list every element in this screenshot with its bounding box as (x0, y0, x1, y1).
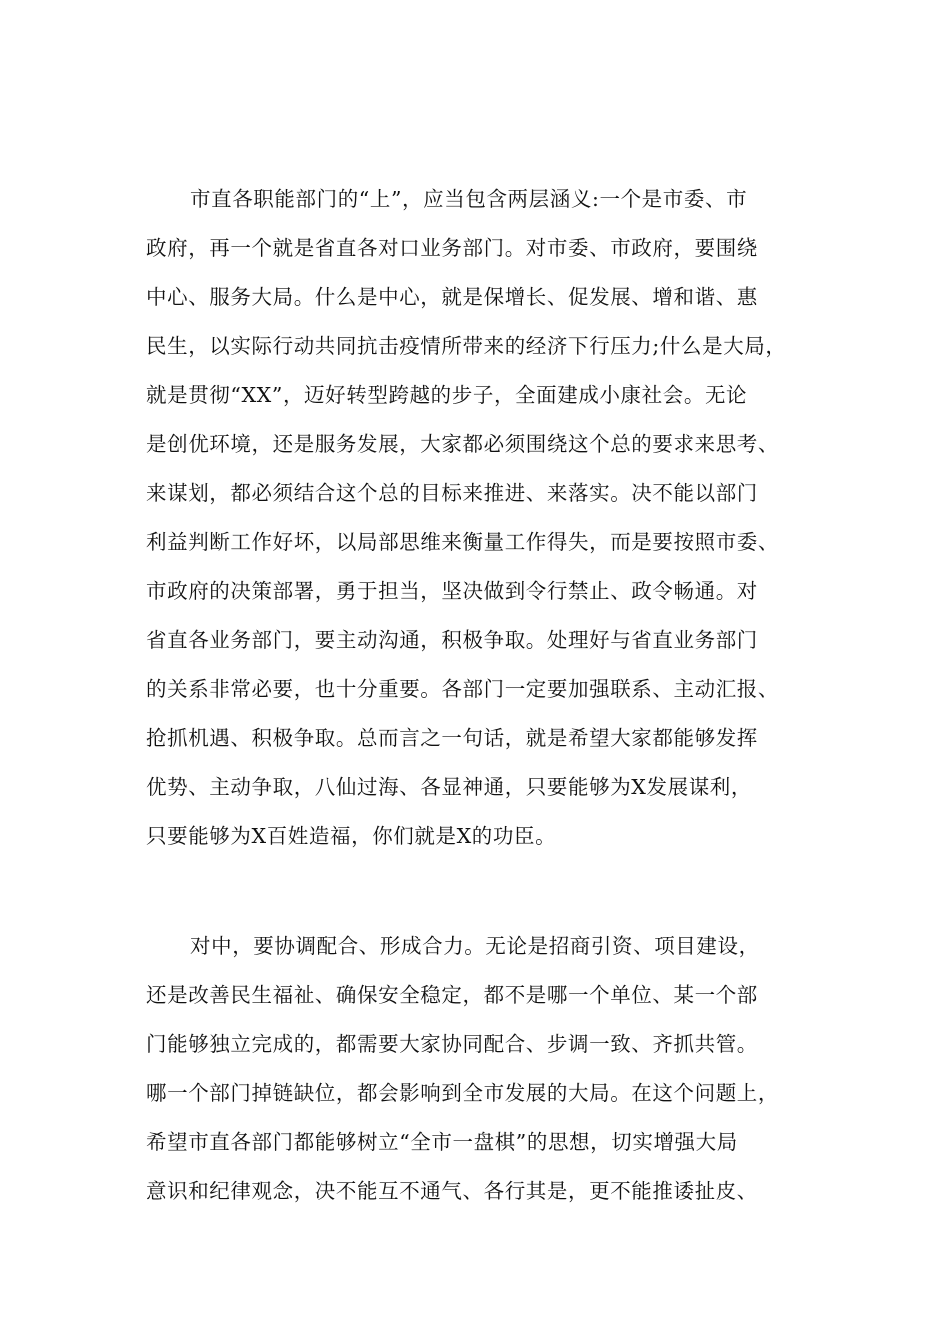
paragraph-line: 门能够独立完成的，都需要大家协同配合、步调一致、齐抓共管。 (146, 1032, 758, 1056)
paragraph-line: 市政府的决策部署，勇于担当，坚决做到令行禁止、政令畅通。对 (146, 579, 758, 603)
paragraph-line: 抢抓机遇、积极争取。总而言之一句话，就是希望大家都能够发挥 (146, 726, 758, 750)
paragraph-line: 意识和纪律观念，决不能互不通气、各行其是，更不能推诿扯皮、 (146, 1179, 758, 1203)
paragraph-line: 市直各职能部门的“上”，应当包含两层涵义:一个是市委、市 (190, 187, 748, 211)
paragraph-line: 政府，再一个就是省直各对口业务部门。对市委、市政府，要围绕 (146, 236, 758, 260)
paragraph-line: 对中，要协调配合、形成合力。无论是招商引资、项目建设， (190, 934, 760, 958)
paragraph-line: 的关系非常必要，也十分重要。各部门一定要加强联系、主动汇报、 (146, 677, 779, 701)
paragraph-line: 优势、主动争取，八仙过海、各显神通，只要能够为X发展谋利， (146, 775, 752, 799)
paragraph-line: 来谋划，都必须结合这个总的目标来推进、来落实。决不能以部门 (146, 481, 758, 505)
paragraph-2 (146, 922, 818, 1216)
paragraph-line: 利益判断工作好坏，以局部思维来衡量工作得失，而是要按照市委、 (146, 530, 779, 554)
paragraph-line: 哪一个部门掉链缺位，都会影响到全市发展的大局。在这个问题上， (146, 1081, 779, 1105)
paragraph-line: 就是贯彻“XX”，迈好转型跨越的步子，全面建成小康社会。无论 (146, 383, 748, 407)
paragraph-line: 民生，以实际行动共同抗击疫情所带来的经济下行压力;什么是大局， (146, 334, 787, 358)
paragraph-line: 是创优环境，还是服务发展，大家都必须围绕这个总的要求来思考、 (146, 432, 779, 456)
paragraph-line: 希望市直各部门都能够树立“全市一盘棋”的思想，切实增强大局 (146, 1130, 738, 1154)
paragraph-1 (146, 175, 818, 861)
paragraph-line: 中心、服务大局。什么是中心，就是保增长、促发展、增和谐、惠 (146, 285, 758, 309)
paragraph-line: 还是改善民生福祉、确保安全稳定，都不是哪一个单位、某一个部 (146, 983, 758, 1007)
paragraph-line: 只要能够为X百姓造福，你们就是X的功臣。 (146, 824, 557, 848)
paragraph-line: 省直各业务部门，要主动沟通，积极争取。处理好与省直业务部门 (146, 628, 758, 652)
